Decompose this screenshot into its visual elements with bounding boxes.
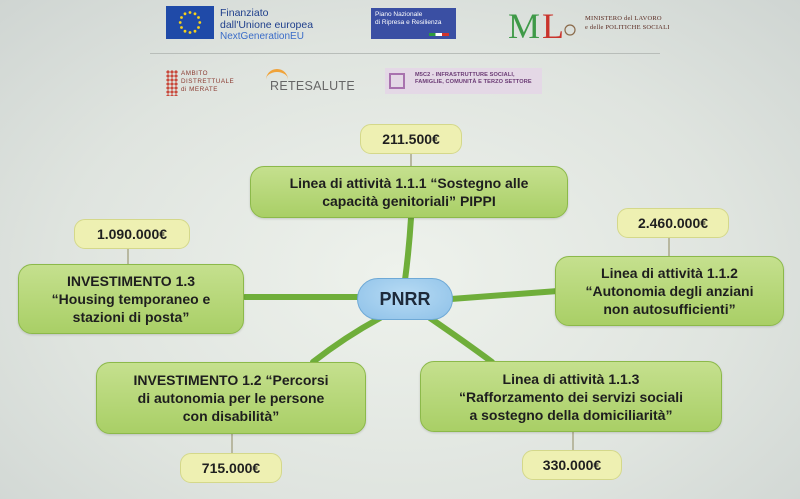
node-anziani: Linea di attività 1.1.2 “Autonomia degli anziani non autosufficienti” xyxy=(555,256,784,326)
ambito-line-2: DISTRETTUALE xyxy=(181,78,235,85)
connector-domiciliarita xyxy=(430,318,492,362)
retesalute-name: RETESALUTE xyxy=(270,79,355,93)
ministry-logo-l: L xyxy=(542,6,564,42)
eu-line-2: dall'Unione europea xyxy=(220,19,314,31)
ambito-line-3: di MERATE xyxy=(181,86,218,93)
eu-line-1: Finanziato xyxy=(220,7,269,19)
connector-pippi xyxy=(405,218,411,280)
center-node-pnrr: PNRR xyxy=(357,278,453,320)
node-domiciliarita: Linea di attività 1.1.3 “Rafforzamento dei servizi sociali a sostegno della domiciliarità” xyxy=(420,361,722,432)
m5c2-text: M5C2 - INFRASTRUTTURE SOCIALI, FAMIGLIE, COMUNITÀ E TERZO SETTORE xyxy=(415,72,532,85)
node-pippi: Linea di attività 1.1.1 “Sostegno alle capacità genitoriali” PIPPI xyxy=(250,166,568,218)
amount-domiciliarita: 330.000€ xyxy=(522,450,622,480)
eu-line-3: NextGenerationEU xyxy=(220,31,304,42)
amount-disabilita: 715.000€ xyxy=(180,453,282,483)
pnrr-logo-line-1: Piano Nazionale xyxy=(375,11,423,18)
amount-pippi: 211.500€ xyxy=(360,124,462,154)
ministry-line-1: MINISTERO del LAVORO xyxy=(585,15,662,22)
ministry-logo-m: M xyxy=(508,6,541,42)
pnrr-logo-line-2: di Ripresa e Resilienza xyxy=(375,19,442,26)
ministry-line-2: e delle POLITICHE SOCIALI xyxy=(585,24,670,31)
connector-anziani xyxy=(451,291,558,299)
node-disabilita: INVESTIMENTO 1.2 “Percorsi di autonomia per le persone con disabilità” xyxy=(96,362,366,434)
connector-disabilita xyxy=(313,318,380,362)
amount-housing: 1.090.000€ xyxy=(74,219,190,249)
node-housing: INVESTIMENTO 1.3 “Housing temporaneo e stazioni di posta” xyxy=(18,264,244,334)
amount-anziani: 2.460.000€ xyxy=(617,208,729,238)
ambito-line-1: AMBITO xyxy=(181,70,209,77)
